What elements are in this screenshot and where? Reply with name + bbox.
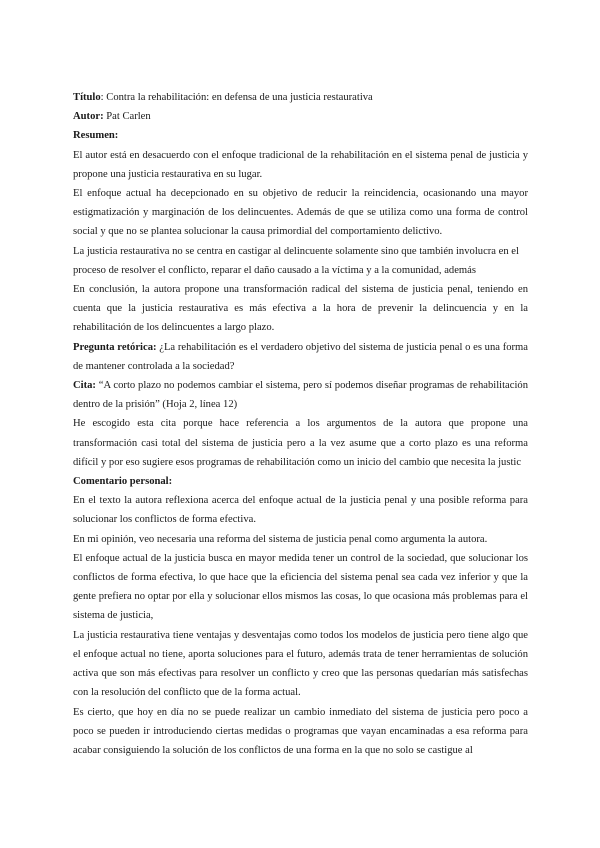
- comment-paragraph: En mi opinión, veo necesaria una reforma del sistema de justicia penal como argumenta la autora.: [73, 533, 488, 545]
- author-name: Pat Carlen: [103, 111, 151, 123]
- rhetorical-question: [73, 338, 528, 376]
- summary-heading: Resumen:: [73, 130, 119, 142]
- question-text: ¿La rehabilitación es el verdadero objetivo del sistema de justicia penal o es una forma de mantener controlada a la sociedad?: [73, 341, 528, 372]
- title-label: Título: [73, 92, 101, 103]
- title-line: [73, 88, 528, 107]
- document-page: [73, 88, 528, 760]
- summary-paragraph: El autor está en desacuerdo con el enfoque tradicional de la rehabilitación en el sistema penal de justicia y propone una justicia restaurativa en su lugar.: [73, 149, 528, 180]
- author-line: [73, 107, 528, 126]
- quote-text: “A corto plazo no podemos cambiar el sistema, pero sí podemos diseñar programas de rehabilitación dentro de la prisión” (Hoja 2, línea 12): [73, 380, 528, 411]
- summary-paragraph: El enfoque actual ha decepcionado en su objetivo de reducir la reincidencia, ocasionando una mayor estigmatización y marginación de los delincuentes. Además de que se utiliza como una forma de control social y que no se plantea solucionar la causa primordial del comportamiento delictivo.: [73, 188, 528, 238]
- comment-paragraph: La justicia restaurativa tiene ventajas y desventajas como todos los modelos de justicia pero tiene algo que el enfoque actual no tiene, aporta soluciones para el futuro, además trata de tener herramientas de solución activa que son más efectivas para resolver un conflicto y creo que las personas quedarían más satisfechas con la resolución del conflicto que de la forma actual.: [73, 629, 528, 699]
- comment-paragraph: El enfoque actual de la justicia busca en mayor medida tener un control de la sociedad, que solucionar los conflictos de forma efectiva, lo que hace que la eficiencia del sistema penal sea cada vez inferior y que la gente prefiera no optar por ella y solucionar ellos mismos las cosas, lo que ocasiona más problemas para el sistema de justicia,: [73, 552, 528, 622]
- question-label: Pregunta retórica:: [73, 341, 157, 353]
- quote-label: Cita:: [73, 380, 96, 392]
- comment-heading: Comentario personal:: [73, 476, 173, 488]
- summary-paragraph: La justicia restaurativa no se centra en castigar al delincuente solamente sino que también involucra en el proceso de resolver el conflicto, reparar el daño causado a la víctima y a la comunidad, además: [73, 245, 519, 276]
- comment-paragraph: En el texto la autora reflexiona acerca del enfoque actual de la justicia penal y una posible reforma para solucionar los conflictos de forma efectiva.: [73, 495, 528, 526]
- document-title: : Contra la rehabilitación: en defensa de una justicia restaurativa: [100, 92, 373, 103]
- author-label: Autor:: [73, 111, 104, 123]
- comment-paragraph: Es cierto, que hoy en día no se puede realizar un cambio inmediato del sistema de justicia pero poco a poco se pueden ir introduciendo ciertas medidas o programas que vayan encaminadas a esa reforma para acabar consiguiendo la solución de los conflictos de una forma en la que no solo se castigue al: [73, 706, 528, 756]
- quote-paragraph: [73, 376, 528, 414]
- summary-paragraph: En conclusión, la autora propone una transformación radical del sistema de justicia penal, teniendo en cuenta que la justicia restaurativa es más efectiva a la hora de prevenir la delincuencia y en la rehabilitación de los delincuentes a largo plazo.: [73, 284, 528, 334]
- quote-comment: He escogido esta cita porque hace referencia a los argumentos de la autora que propone una transformación casi total del sistema de justicia pero a la vez asume que a corto plazo es una reforma difícil y por eso sugiere esos programas de rehabilitación como un inicio del cambio que necesita la justic: [73, 418, 528, 468]
